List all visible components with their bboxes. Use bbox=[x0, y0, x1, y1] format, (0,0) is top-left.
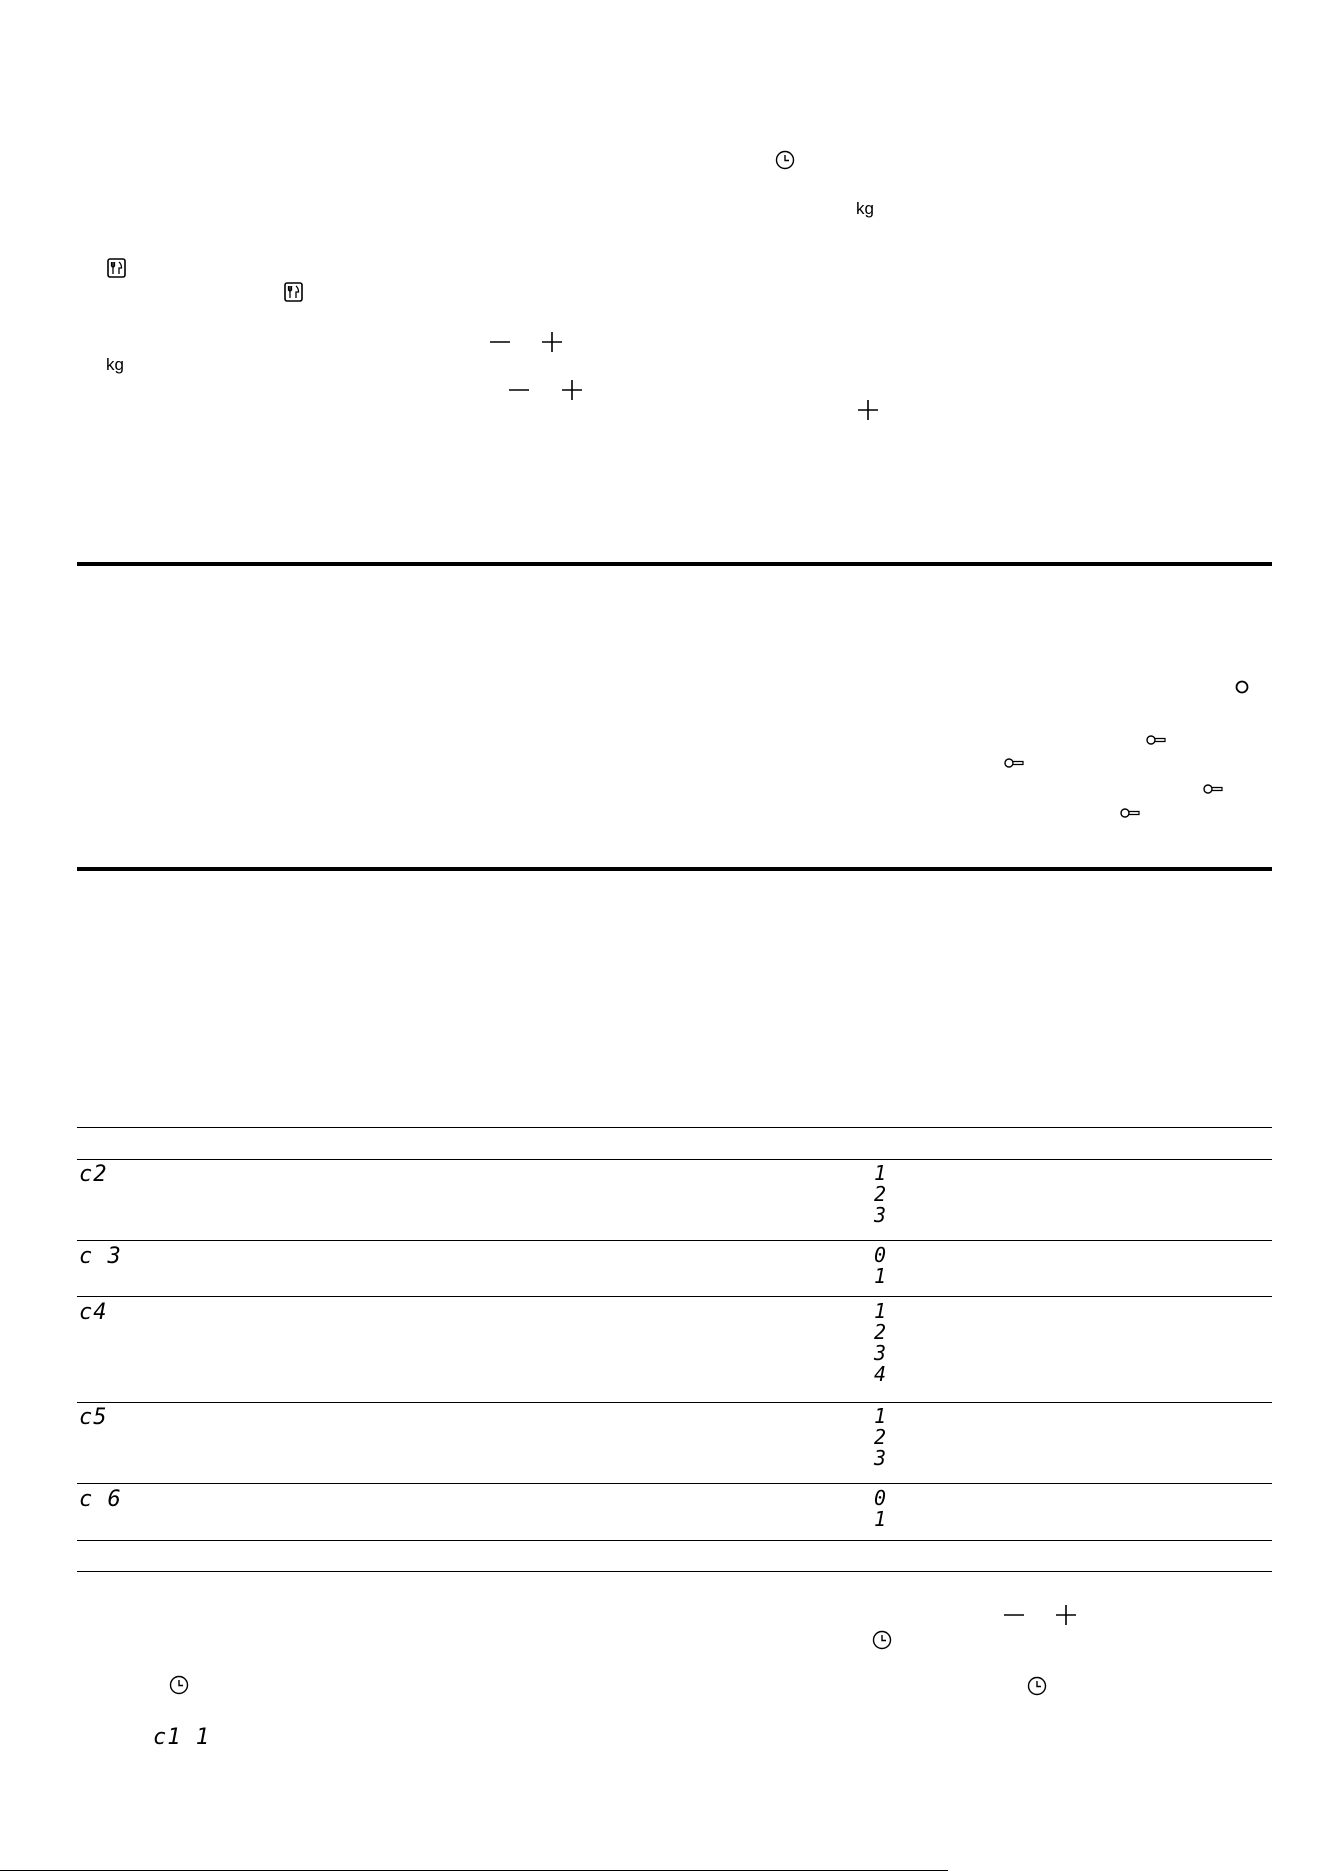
setting-value: 0 bbox=[874, 1243, 887, 1267]
minus-icon bbox=[1004, 1613, 1024, 1617]
meat-probe-icon bbox=[1120, 806, 1140, 820]
circle-icon bbox=[1235, 680, 1249, 694]
minus-icon bbox=[509, 388, 529, 392]
section-divider-middle bbox=[77, 867, 1272, 871]
setting-value: 3 bbox=[874, 1446, 887, 1470]
table-row-divider bbox=[77, 1296, 1272, 1297]
setting-value: 2 bbox=[874, 1425, 887, 1449]
setting-value: 1 bbox=[874, 1299, 887, 1323]
setting-value: 1 bbox=[874, 1507, 887, 1531]
table-row-divider bbox=[77, 1540, 1272, 1541]
setting-values bbox=[874, 1488, 886, 1530]
clock-icon bbox=[1027, 1676, 1047, 1696]
plus-icon bbox=[858, 400, 878, 420]
unit-kg-right: kg bbox=[856, 199, 874, 218]
table-row-divider bbox=[77, 1483, 1272, 1484]
table-row-divider bbox=[77, 1402, 1272, 1403]
cutlery-icon bbox=[284, 282, 303, 302]
setting-code: c 6 bbox=[79, 1487, 122, 1512]
setting-value: 3 bbox=[874, 1203, 887, 1227]
setting-values bbox=[874, 1406, 886, 1469]
plus-icon bbox=[542, 332, 562, 352]
setting-values bbox=[874, 1301, 886, 1385]
table-row-divider bbox=[77, 1240, 1272, 1241]
setting-value: 4 bbox=[874, 1362, 887, 1386]
table-header-top-rule bbox=[77, 1127, 1272, 1128]
setting-value: 3 bbox=[874, 1341, 887, 1365]
setting-value: 2 bbox=[874, 1182, 887, 1206]
setting-value: 1 bbox=[874, 1404, 887, 1428]
table-bottom-rule bbox=[77, 1571, 1272, 1572]
setting-code: c2 bbox=[79, 1162, 108, 1187]
clock-icon bbox=[775, 150, 795, 170]
footer-rule bbox=[0, 1870, 948, 1871]
minus-icon bbox=[490, 340, 510, 344]
meat-probe-icon bbox=[1203, 782, 1223, 796]
meat-probe-icon bbox=[1004, 756, 1024, 770]
setting-code: c4 bbox=[79, 1300, 108, 1325]
cutlery-icon bbox=[107, 258, 126, 278]
plus-icon bbox=[562, 380, 582, 400]
setting-values bbox=[874, 1245, 886, 1287]
setting-value: 0 bbox=[874, 1486, 887, 1510]
setting-code: c 3 bbox=[79, 1244, 122, 1269]
unit-kg-left: kg bbox=[106, 355, 124, 374]
setting-value: 1 bbox=[874, 1264, 887, 1288]
table-header-bottom-rule bbox=[77, 1159, 1272, 1160]
plus-icon bbox=[1056, 1605, 1076, 1625]
meat-probe-icon bbox=[1146, 733, 1166, 747]
setting-value: 2 bbox=[874, 1320, 887, 1344]
clock-icon bbox=[169, 1675, 189, 1695]
setting-values bbox=[874, 1163, 886, 1226]
setting-code-c11: c1 1 bbox=[153, 1725, 210, 1750]
setting-value: 1 bbox=[874, 1161, 887, 1185]
section-divider-top bbox=[77, 562, 1272, 566]
clock-icon bbox=[872, 1630, 892, 1650]
setting-code: c5 bbox=[79, 1405, 108, 1430]
